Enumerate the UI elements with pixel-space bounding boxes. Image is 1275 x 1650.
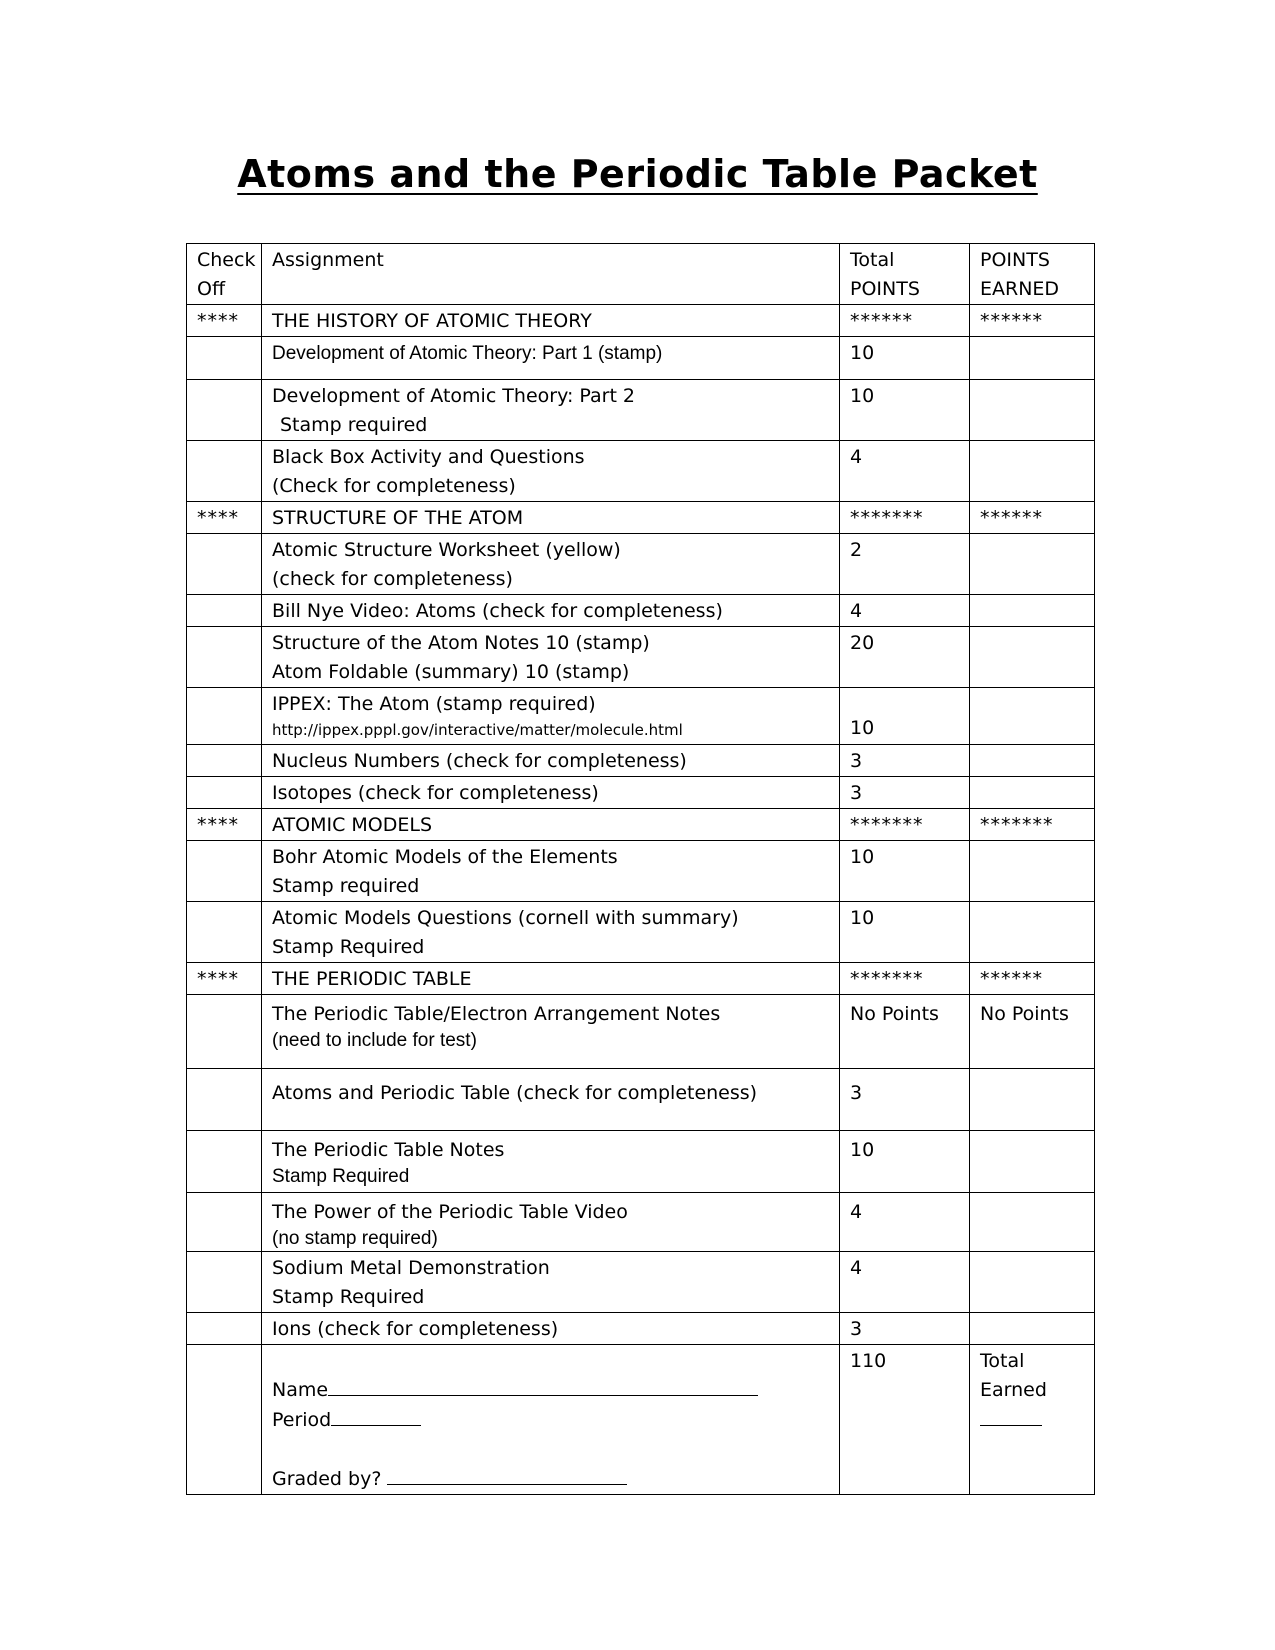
points-earned-cell[interactable] — [970, 902, 1095, 963]
table-row — [187, 627, 1095, 688]
assignment-cell — [262, 627, 840, 688]
total-points-cell: 3 — [840, 745, 970, 777]
assignment-line: The Power of the Periodic Table Video — [272, 1201, 628, 1223]
assignment-cell — [262, 841, 840, 902]
table-row — [187, 902, 1095, 963]
assignment-subline: Stamp Required — [272, 1286, 425, 1308]
assignment-subline: Stamp Required — [272, 936, 425, 958]
section-total: ******* — [840, 809, 970, 841]
assignment-cell — [262, 902, 840, 963]
check-off-cell — [187, 1345, 262, 1495]
section-earned: ****** — [970, 502, 1095, 534]
assignment-subline: Atom Foldable (summary) 10 (stamp) — [272, 661, 630, 683]
total-earned-label: Total — [980, 1350, 1025, 1372]
header-points-earned: POINTS EARNED — [970, 244, 1095, 305]
name-field[interactable] — [328, 1375, 758, 1396]
total-points-cell: 4 — [840, 1252, 970, 1313]
total-points-cell: 10 — [840, 1131, 970, 1193]
assignment-cell — [262, 534, 840, 595]
check-off-cell[interactable] — [187, 1193, 262, 1252]
points-earned-cell[interactable] — [970, 841, 1095, 902]
table-row — [187, 595, 1095, 627]
total-points-cell: 3 — [840, 1313, 970, 1345]
name-line — [272, 1375, 829, 1405]
page-title: Atoms and the Periodic Table Packet — [237, 152, 1038, 196]
section-title: ATOMIC MODELS — [262, 809, 840, 841]
period-line — [272, 1405, 829, 1435]
period-field[interactable] — [331, 1405, 421, 1426]
assignment-cell — [262, 1131, 840, 1193]
total-earned-label-2: Earned — [980, 1379, 1047, 1401]
section-check: **** — [187, 963, 262, 995]
points-earned-cell[interactable] — [970, 688, 1095, 745]
section-title: THE HISTORY OF ATOMIC THEORY — [262, 305, 840, 337]
section-title: STRUCTURE OF THE ATOM — [262, 502, 840, 534]
total-points-cell: 4 — [840, 441, 970, 502]
table-row — [187, 337, 1095, 380]
assignment-cell — [262, 688, 840, 745]
total-points-cell: 10 — [840, 337, 970, 380]
total-points-cell: 3 — [840, 1069, 970, 1131]
check-off-cell[interactable] — [187, 995, 262, 1069]
assignment-cell — [262, 337, 840, 380]
assignment-cell — [262, 1252, 840, 1313]
section-total: ******* — [840, 963, 970, 995]
total-points-cell: 10 — [840, 688, 970, 745]
spacer — [272, 1435, 829, 1464]
assignment-line: Sodium Metal Demonstration — [272, 1257, 550, 1279]
graded-line — [272, 1464, 829, 1494]
check-off-cell[interactable] — [187, 745, 262, 777]
section-row-structure — [187, 502, 1095, 534]
section-check: **** — [187, 809, 262, 841]
assignment-cell: Atoms and Periodic Table (check for completeness) — [262, 1069, 840, 1131]
check-off-cell[interactable] — [187, 534, 262, 595]
assignment-table — [186, 243, 1095, 1495]
points-earned-cell[interactable] — [970, 627, 1095, 688]
assignment-line: Bohr Atomic Models of the Elements — [272, 846, 618, 868]
name-label: Name — [272, 1379, 329, 1401]
assignment-cell — [262, 995, 840, 1069]
assignment-cell: Isotopes (check for completeness) — [262, 777, 840, 809]
check-off-cell[interactable] — [187, 1313, 262, 1345]
table-row — [187, 745, 1095, 777]
total-points-cell: 10 — [840, 902, 970, 963]
table-row — [187, 688, 1095, 745]
header-row — [187, 244, 1095, 305]
assignment-cell: Bill Nye Video: Atoms (check for completeness) — [262, 595, 840, 627]
table-row — [187, 1193, 1095, 1252]
table-row — [187, 1313, 1095, 1345]
header-assignment: Assignment — [262, 244, 840, 305]
total-points-cell: 3 — [840, 777, 970, 809]
table-row — [187, 1069, 1095, 1131]
table-row — [187, 777, 1095, 809]
check-off-cell[interactable] — [187, 688, 262, 745]
check-off-cell[interactable] — [187, 1069, 262, 1131]
total-points-cell: 4 — [840, 595, 970, 627]
assignment-cell: Nucleus Numbers (check for completeness) — [262, 745, 840, 777]
total-earned-cell — [970, 1345, 1095, 1495]
table-row — [187, 534, 1095, 595]
assignment-line: Atomic Models Questions (cornell with summary) — [272, 907, 739, 929]
graded-label: Graded by? — [272, 1468, 382, 1490]
assignment-subline: (check for completeness) — [272, 568, 513, 590]
table-row — [187, 441, 1095, 502]
points-earned-cell[interactable] — [970, 1313, 1095, 1345]
assignment-subline: (Check for completeness) — [272, 475, 516, 497]
points-earned-cell[interactable] — [970, 745, 1095, 777]
check-off-cell[interactable] — [187, 380, 262, 441]
assignment-line: The Periodic Table/Electron Arrangement Notes — [272, 1003, 721, 1025]
section-check: **** — [187, 502, 262, 534]
section-title: THE PERIODIC TABLE — [262, 963, 840, 995]
table-row — [187, 380, 1095, 441]
points-earned-cell[interactable] — [970, 1252, 1095, 1313]
student-info-cell — [262, 1345, 840, 1495]
header-total-points: Total POINTS — [840, 244, 970, 305]
section-total: ****** — [840, 305, 970, 337]
points-earned-cell[interactable] — [970, 1193, 1095, 1252]
assignment-subline: Stamp required — [280, 414, 428, 436]
table-row — [187, 841, 1095, 902]
section-row-models — [187, 809, 1095, 841]
assignment-line: Structure of the Atom Notes 10 (stamp) — [272, 632, 650, 654]
total-points-cell: 110 — [840, 1345, 970, 1495]
section-total: ******* — [840, 502, 970, 534]
graded-by-field[interactable] — [387, 1464, 627, 1485]
assignment-line: Atomic Structure Worksheet (yellow) — [272, 539, 621, 561]
footer-row — [187, 1345, 1095, 1495]
section-earned: ****** — [970, 305, 1095, 337]
check-off-cell[interactable] — [187, 627, 262, 688]
section-row-periodic — [187, 963, 1095, 995]
points-earned-cell[interactable] — [970, 777, 1095, 809]
check-off-cell[interactable] — [187, 902, 262, 963]
points-earned-cell: No Points — [970, 995, 1095, 1069]
assignment-line: Black Box Activity and Questions — [272, 446, 585, 468]
assignment-line: The Periodic Table Notes — [272, 1139, 505, 1161]
check-off-cell[interactable] — [187, 595, 262, 627]
assignment-subline: Stamp required — [272, 875, 420, 897]
points-earned-cell[interactable] — [970, 441, 1095, 502]
total-points-cell: No Points — [840, 995, 970, 1069]
assignment-cell — [262, 1193, 840, 1252]
assignment-cell: Ions (check for completeness) — [262, 1313, 840, 1345]
total-points-cell: 20 — [840, 627, 970, 688]
assignment-url: http://ippex.pppl.gov/interactive/matter/molecule.html — [272, 721, 683, 739]
assignment-cell — [262, 441, 840, 502]
check-off-cell[interactable] — [187, 441, 262, 502]
points-earned-cell[interactable] — [970, 337, 1095, 380]
points-earned-cell[interactable] — [970, 380, 1095, 441]
assignment-subline: (need to include for test) — [272, 1030, 477, 1051]
points-earned-cell[interactable] — [970, 534, 1095, 595]
table-row — [187, 1131, 1095, 1193]
period-label: Period — [272, 1409, 332, 1431]
assignment-line: IPPEX: The Atom (stamp required) — [272, 693, 596, 715]
points-earned-cell[interactable] — [970, 1069, 1095, 1131]
total-points-cell: 4 — [840, 1193, 970, 1252]
total-points-cell: 2 — [840, 534, 970, 595]
section-check: **** — [187, 305, 262, 337]
assignment-line: Development of Atomic Theory: Part 1 (stamp) — [272, 343, 663, 364]
assignment-cell — [262, 380, 840, 441]
check-off-cell[interactable] — [187, 337, 262, 380]
check-off-cell[interactable] — [187, 1252, 262, 1313]
total-points-cell: 10 — [840, 380, 970, 441]
assignment-subline: Stamp Required — [272, 1166, 410, 1187]
header-check-off: Check Off — [187, 244, 262, 305]
check-off-cell[interactable] — [187, 1131, 262, 1193]
total-points-cell: 10 — [840, 841, 970, 902]
table-row — [187, 995, 1095, 1069]
section-earned: ****** — [970, 963, 1095, 995]
section-earned: ******* — [970, 809, 1095, 841]
check-off-cell[interactable] — [187, 777, 262, 809]
total-earned-field[interactable] — [980, 1405, 1042, 1426]
table-row — [187, 1252, 1095, 1313]
points-earned-cell[interactable] — [970, 595, 1095, 627]
check-off-cell[interactable] — [187, 841, 262, 902]
assignment-line: Development of Atomic Theory: Part 2 — [272, 385, 636, 407]
points-earned-cell[interactable] — [970, 1131, 1095, 1193]
assignment-subline: (no stamp required) — [272, 1228, 438, 1249]
section-row-history — [187, 305, 1095, 337]
